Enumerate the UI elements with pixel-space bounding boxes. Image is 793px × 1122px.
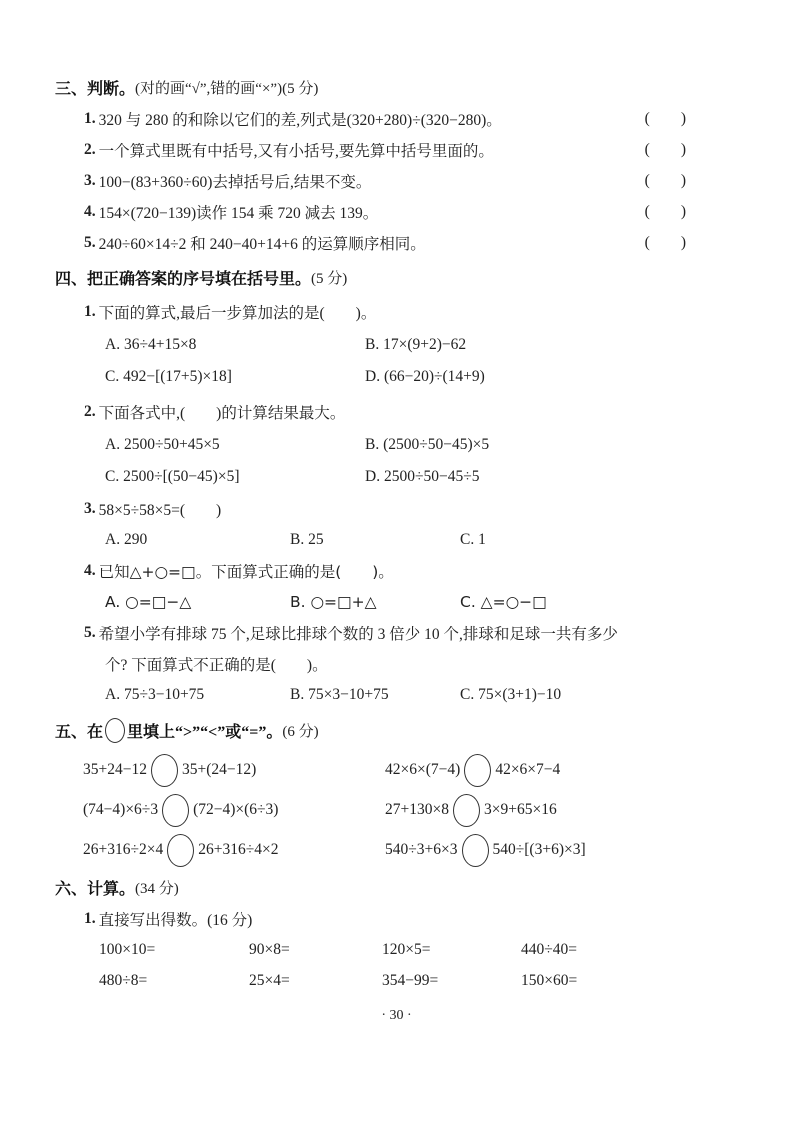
choice-q5-option-b: B. 75×3−10+75 <box>290 685 389 703</box>
compare-pair-1-right: 35+(24−12) <box>181 761 257 778</box>
choice-q5-option-a: A. 75÷3−10+75 <box>105 685 205 703</box>
choice-q3-options <box>55 524 738 555</box>
calc-row-1 <box>55 934 738 965</box>
choice-q3-option-c: C. 1 <box>460 530 486 548</box>
answer-bracket: ( ) <box>644 202 686 220</box>
choice-q4-option-b: B. ○=□+△ <box>290 592 377 611</box>
choice-q5-text-line1: 希望小学有排球 75 个,足球比排球个数的 3 倍少 10 个,排球和足球一共有多少 <box>98 625 618 643</box>
section-judge-title <box>55 72 738 103</box>
compare-pair-5-right: 26+316÷4×2 <box>198 841 279 858</box>
choice-q1-options <box>55 329 738 393</box>
compare-pair-3 <box>83 794 385 827</box>
calc-sub-text: 直接写出得数。 <box>98 911 208 929</box>
section-calc-title-bold: 六、计算。 <box>55 881 136 898</box>
compare-circle <box>151 754 178 787</box>
choice-q5-options <box>55 679 738 710</box>
judge-item-4-number: 4. <box>84 202 96 220</box>
choice-q1-option-d: D. (66−20)÷(14+9) <box>365 368 485 385</box>
compare-row-2 <box>55 790 738 830</box>
choice-q1-option-c: C. 492−[(17+5)×18] <box>105 368 232 385</box>
calc-sub-score: (16 分) <box>207 911 253 929</box>
compare-pair-2-left: 42×6×(7−4) <box>385 761 461 778</box>
calc-expression: 25×4= <box>249 971 290 989</box>
choice-q4-stem <box>84 555 738 586</box>
compare-pair-1-left: 35+24−12 <box>83 761 147 778</box>
judge-item-2 <box>84 134 738 165</box>
compare-row-1 <box>55 750 738 790</box>
section-judge-title-bold: 三、判断。 <box>55 81 136 98</box>
choice-q2-option-b: B. (2500÷50−45)×5 <box>365 436 490 453</box>
calc-expression: 90×8= <box>249 940 290 958</box>
choice-q5-number: 5. <box>84 623 96 641</box>
judge-item-3-number: 3. <box>84 171 96 189</box>
compare-circle <box>162 794 189 827</box>
section-choice-score: (5 分) <box>311 271 348 287</box>
section-choice-title <box>55 262 738 293</box>
choice-q3-number: 3. <box>84 499 96 517</box>
judge-item-4-text: 154×(720−139)读作 154 乘 720 减去 139。 <box>98 204 379 222</box>
judge-item-4 <box>84 196 738 227</box>
answer-bracket: ( ) <box>644 140 686 158</box>
choice-q1-stem <box>84 296 738 327</box>
choice-q2-number: 2. <box>84 402 96 420</box>
compare-pair-6-right: 540÷[(3+6)×3] <box>492 841 586 858</box>
compare-pair-2-right: 42×6×7−4 <box>495 761 561 778</box>
judge-item-3-text: 100−(83+360÷60)去掉括号后,结果不变。 <box>98 173 372 191</box>
calc-sub-title <box>84 903 738 934</box>
section-calc-score: (34 分) <box>135 881 179 897</box>
judge-item-5-number: 5. <box>84 233 96 251</box>
choice-q3-text: 58×5÷58×5=( ) <box>98 501 222 519</box>
choice-q2-option-a: A. 2500÷50+45×5 <box>105 436 220 453</box>
compare-circle <box>462 834 489 867</box>
choice-q4-number: 4. <box>84 561 96 579</box>
compare-pair-5 <box>83 834 385 867</box>
judge-item-3 <box>84 165 738 196</box>
choice-q5-option-c: C. 75×(3+1)−10 <box>460 685 562 703</box>
compare-pair-4-right: 3×9+65×16 <box>483 801 557 818</box>
choice-q5-stem-line1 <box>84 617 738 648</box>
choice-q1-option-a: A. 36÷4+15×8 <box>105 336 197 353</box>
compare-row-3 <box>55 830 738 870</box>
choice-q2-option-d: D. 2500÷50−45÷5 <box>365 468 480 485</box>
answer-bracket: ( ) <box>644 109 686 127</box>
choice-q2-text: 下面各式中,( )的计算结果最大。 <box>98 404 346 422</box>
compare-circle <box>453 794 480 827</box>
compare-pair-4 <box>385 794 738 827</box>
judge-item-2-text: 一个算式里既有中括号,又有小括号,要先算中括号里面的。 <box>98 142 494 160</box>
compare-pair-3-left: (74−4)×6÷3 <box>83 801 159 818</box>
choice-q4-options <box>55 586 738 617</box>
section-compare-title <box>55 710 738 750</box>
judge-item-1 <box>84 103 738 134</box>
section-compare-score: (6 分) <box>282 723 319 740</box>
choice-q4-option-c: C. △=○−□ <box>460 592 547 611</box>
compare-pair-6-left: 540÷3+6×3 <box>385 841 458 858</box>
calc-sub-number: 1. <box>84 909 96 927</box>
section-choice-title-bold: 四、把正确答案的序号填在括号里。 <box>55 271 312 288</box>
choice-q3-option-b: B. 25 <box>290 530 324 548</box>
compare-circle <box>464 754 491 787</box>
choice-q1-option-b: B. 17×(9+2)−62 <box>365 336 467 353</box>
answer-bracket: ( ) <box>644 233 686 251</box>
choice-q1-number: 1. <box>84 302 96 320</box>
judge-item-2-number: 2. <box>84 140 96 158</box>
choice-q2-option-c: C. 2500÷[(50−45)×5] <box>105 468 240 485</box>
section-judge-subtitle: (对的画“√”,错的画“×”)(5 分) <box>135 81 319 97</box>
choice-q4-option-a: A. ○=□−△ <box>105 592 192 611</box>
answer-bracket: ( ) <box>644 171 686 189</box>
calc-row-2 <box>55 965 738 996</box>
judge-item-5 <box>84 227 738 258</box>
compare-circle-icon <box>105 718 125 743</box>
judge-item-1-number: 1. <box>84 109 96 127</box>
choice-q5-stem-line2 <box>105 648 738 679</box>
choice-q3-stem <box>84 493 738 524</box>
compare-pair-5-left: 26+316÷2×4 <box>83 841 164 858</box>
choice-q5-text-line2: 个? 下面算式不正确的是( )。 <box>105 656 328 674</box>
compare-pair-6 <box>385 834 738 867</box>
compare-pair-3-right: (72−4)×(6÷3) <box>193 801 279 818</box>
choice-q1-text: 下面的算式,最后一步算加法的是( )。 <box>98 304 377 322</box>
choice-q2-options <box>55 429 738 493</box>
calc-expression: 480÷8= <box>99 971 148 989</box>
calc-expression: 440÷40= <box>521 940 577 958</box>
calc-expression: 354−99= <box>382 971 439 989</box>
calc-expression: 100×10= <box>99 940 156 958</box>
choice-q4-text: 已知△+○=□。下面算式正确的是( )。 <box>98 562 394 581</box>
choice-q3-option-a: A. 290 <box>105 530 148 548</box>
calc-expression: 150×60= <box>521 971 578 989</box>
calc-expression: 120×5= <box>382 940 431 958</box>
compare-circle <box>167 834 194 867</box>
judge-item-1-text: 320 与 280 的和除以它们的差,列式是(320+280)÷(320−280)。 <box>98 111 502 129</box>
compare-pair-4-left: 27+130×8 <box>385 801 449 818</box>
compare-pair-1 <box>83 754 385 787</box>
compare-pair-2 <box>385 754 738 787</box>
choice-q2-stem <box>84 396 738 427</box>
page-number: · 30 · <box>381 1008 412 1023</box>
judge-item-5-text: 240÷60×14÷2 和 240−40+14+6 的运算顺序相同。 <box>98 235 426 253</box>
section-compare-title-post: 里填上“>”“<”或“=”。 <box>127 723 283 741</box>
section-compare-title-pre: 五、在 <box>55 723 104 741</box>
section-calc-title <box>55 872 738 903</box>
